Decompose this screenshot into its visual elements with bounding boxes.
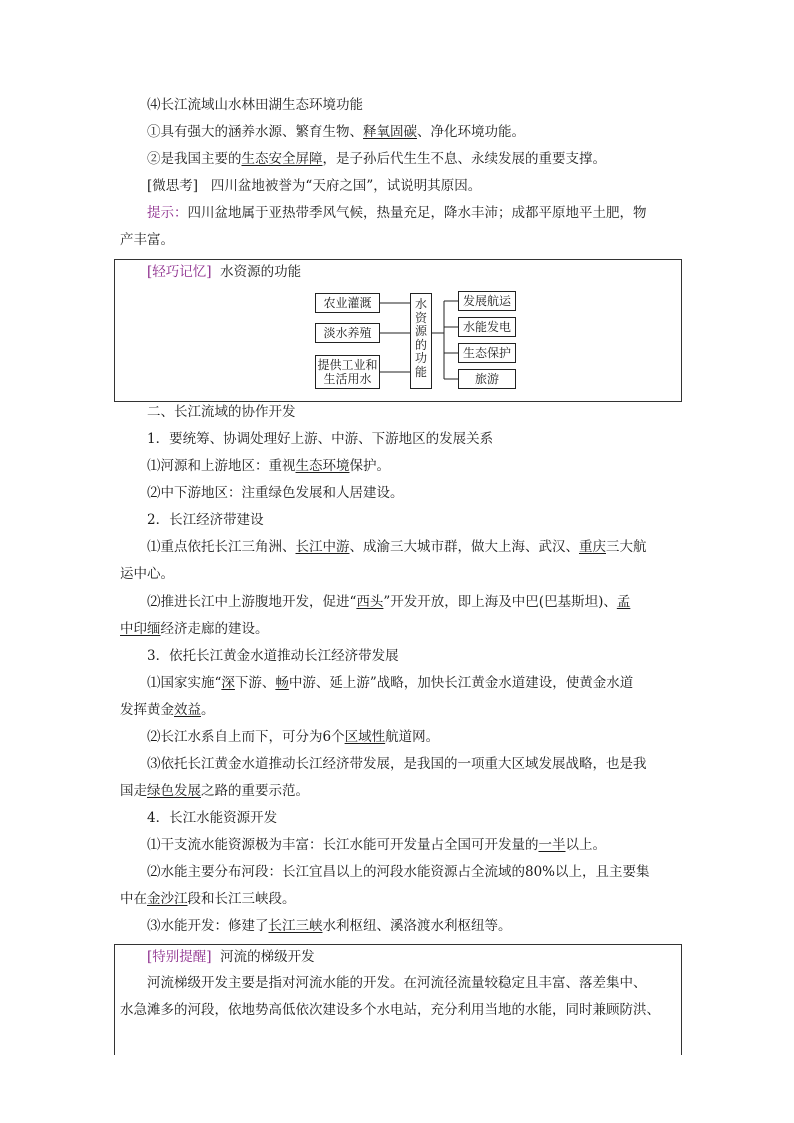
node-freshwater-aquaculture: 淡水养殖 <box>315 323 380 343</box>
weisikao-question: [微思考] 四川盆地被誉为“天府之国”，试说明其原因。 <box>147 178 482 194</box>
item-1-1: ⑴河源和上游地区：重视生态环境保护。 <box>147 458 390 474</box>
special-reminder-line-1: 河流梯级开发主要是指对河流水能的开发。在河流径流量较稳定且丰富、落差集中、 <box>147 975 647 991</box>
node-ecology-protection: 生态保护 <box>458 343 516 363</box>
special-tag: [特别提醒] <box>147 949 212 965</box>
section-4-point-1: ①具有强大的涵养水源、繁育生物、释氧固碳、净化环境功能。 <box>147 124 525 140</box>
node-hydropower: 水能发电 <box>458 317 516 337</box>
special-reminder-header: [特别提醒] 河流的梯级开发 <box>147 949 315 965</box>
item-4-heading: 4．长江水能资源开发 <box>147 810 278 826</box>
item-4-1: ⑴干支流水能资源极为丰富：长江水能可开发量占全国可开发量的一半以上。 <box>147 837 606 853</box>
node-shipping: 发展航运 <box>458 291 516 311</box>
item-3-heading: 3．依托长江黄金水道推动长江经济带发展 <box>147 648 399 664</box>
item-3-2: ⑵长江水系自上而下，可分为6个区域性航道网。 <box>147 729 440 745</box>
item-3-1: ⑴国家实施“深下游、畅中游、延上游”战略，加快长江黄金水道建设，使黄金水道 <box>147 675 634 691</box>
node-tourism: 旅游 <box>458 369 516 389</box>
item-2-2: ⑵推进长江中上游腹地开发，促进“西头”开发开放，即上海及中巴(巴基斯坦)、孟 <box>147 594 631 610</box>
item-4-3: ⑶水能开发：修建了长江三峡水利枢纽、溪洛渡水利枢纽等。 <box>147 918 512 934</box>
memory-box-header: [轻巧记忆] 水资源的功能 <box>147 264 302 280</box>
node-water-resource-functions: 水 资 源 的 功 能 <box>410 293 432 389</box>
weisikao-hint-cont: 产丰富。 <box>120 232 174 248</box>
memory-tag: [轻巧记忆] <box>147 264 212 280</box>
section-4-title: ⑷长江流域山水林田湖生态环境功能 <box>147 97 363 113</box>
section-4-point-2: ②是我国主要的生态安全屏障，是子孙后代生生不息、永续发展的重要支撑。 <box>147 151 606 167</box>
item-4-2: ⑵水能主要分布河段：长江宜昌以上的河段水能资源占全流域的80%以上，且主要集 <box>147 864 650 880</box>
hint-label: 提示： <box>147 205 188 221</box>
node-agri-irrigation: 农业灌溉 <box>315 293 380 313</box>
special-reminder-line-2: 水急滩多的河段，依地势高低依次建设多个水电站，充分利用当地的水能，同时兼顾防洪、 <box>120 1002 660 1018</box>
item-2-heading: 2．长江经济带建设 <box>147 512 264 528</box>
item-4-2-cont: 中在金沙江段和长江三峡段。 <box>120 891 296 907</box>
item-2-2-cont: 中印缅经济走廊的建设。 <box>120 621 269 637</box>
item-2-1: ⑴重点依托长江三角洲、长江中游、成渝三大城市群，做大上海、武汉、重庆三大航 <box>147 539 647 555</box>
item-1-2: ⑵中下游地区：注重绿色发展和人居建设。 <box>147 485 404 501</box>
weisikao-tag: [微思考] <box>147 178 199 194</box>
weisikao-hint: 提示：四川盆地属于亚热带季风气候，热量充足，降水丰沛；成都平原地平土肥，物 <box>147 205 647 221</box>
item-3-1-cont: 发挥黄金效益。 <box>120 702 215 718</box>
item-3-3: ⑶依托长江黄金水道推动长江经济带发展，是我国的一项重大区域发展战略，也是我 <box>147 756 647 772</box>
node-industrial-domestic-water: 提供工业和 生活用水 <box>315 355 380 389</box>
section-2-title: 二、长江流域的协作开发 <box>147 404 296 420</box>
item-2-1-cont: 运中心。 <box>120 566 174 582</box>
item-3-3-cont: 国走绿色发展之路的重要示范。 <box>120 783 309 799</box>
item-1-heading: 1．要统筹、协调处理好上游、中游、下游地区的发展关系 <box>147 431 494 447</box>
